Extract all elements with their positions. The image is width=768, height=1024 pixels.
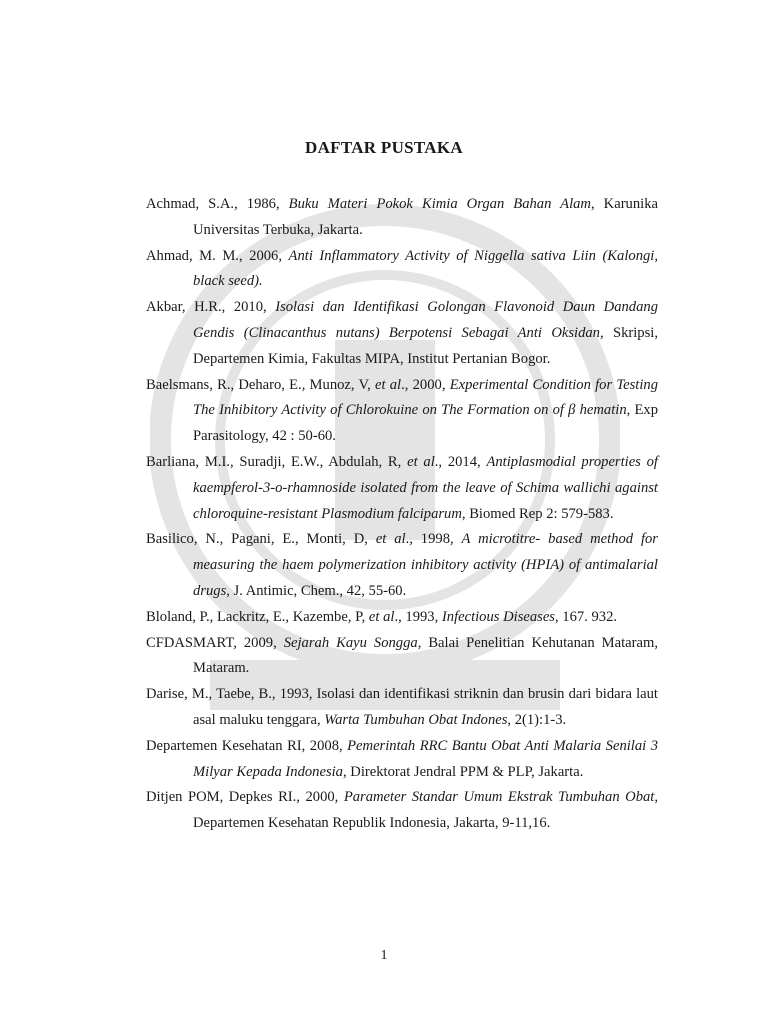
reference-entry xyxy=(146,373,658,450)
reference-entry xyxy=(146,682,658,734)
reference-italic-text: Anti Inflammatory Activity of Niggella sativa Liin (Kalongi, black seed). xyxy=(193,247,658,290)
reference-entry xyxy=(146,244,658,296)
reference-entry xyxy=(146,785,658,837)
reference-text: Biomed Rep 2: 579-583. xyxy=(465,505,614,522)
reference-italic-text: et al xyxy=(407,453,435,470)
reference-entry xyxy=(146,631,658,683)
reference-italic-text: et al xyxy=(375,376,402,393)
reference-text: Ditjen POM, Depkes RI., 2000, xyxy=(146,789,344,806)
reference-text: Basilico, N., Pagani, E., Monti, D, xyxy=(146,531,376,548)
reference-text: Achmad, S.A., 1986, xyxy=(146,196,289,212)
reference-text: , Direktorat Jendral PPM & PLP, Jakarta. xyxy=(342,763,584,780)
reference-italic-text: Warta Tumbuhan Obat Indones xyxy=(324,711,508,728)
reference-italic-text: et al xyxy=(375,531,406,548)
reference-text: , Balai Penelitian Kehutanan Mataram, Mataram. xyxy=(193,634,658,677)
reference-list xyxy=(146,192,658,837)
reference-italic-text: Antiplasmodial properties of kaempferol-3-o-rhamnoside isolated from the leave of Schima wallichi against chloroquine-resistant Plasmodium falciparum, xyxy=(193,453,658,522)
reference-text: Departemen Kesehatan Republik Indonesia, Jakarta, 9-11,16. xyxy=(193,815,551,832)
reference-italic-text: Parameter Standar Umum Ekstrak Tumbuhan Obat, xyxy=(343,789,658,806)
reference-text: Bloland, P., Lackritz, E., Kazembe, P, xyxy=(146,608,369,625)
reference-text: , 2(1):1-3. xyxy=(507,711,567,728)
reference-text: , J. Antimic, Chem., 42, 55-60. xyxy=(226,582,407,599)
reference-text: , Exp Parasitology, 42 : 50-60. xyxy=(193,402,658,445)
reference-text: , Karunika Universitas Terbuka, Jakarta. xyxy=(193,196,658,238)
reference-text: Departemen Kesehatan RI, 2008, xyxy=(146,737,348,754)
reference-entry xyxy=(146,527,658,604)
reference-italic-text: Experimental Condition for Testing The Inhibitory Activity of Chlorokuine on The Formation on of β hematin xyxy=(193,376,658,419)
reference-text: Baelsmans, R., Deharo, E., Munoz, V, xyxy=(146,376,376,393)
reference-text: Barliana, M.I., Suradji, E.W., Abdulah, R, xyxy=(146,453,408,470)
reference-entry xyxy=(146,192,658,244)
reference-italic-text: Buku Materi Pokok Kimia Organ Bahan Alam xyxy=(288,196,591,212)
reference-text: ., 2014, xyxy=(434,453,487,470)
reference-text: CFDASMART, 2009, xyxy=(146,634,284,651)
reference-text: ., 2000, xyxy=(401,376,450,393)
reference-italic-text: Isolasi dan Identifikasi Golongan Flavonoid Daun Dandang Gendis (Clinacanthus nutans) Berpotensi Sebagai Anti Oksidan xyxy=(193,299,658,341)
reference-italic-text: Infectious Diseases xyxy=(441,608,555,625)
page-title: DAFTAR PUSTAKA xyxy=(305,138,463,157)
page-number: 1 xyxy=(380,948,388,963)
reference-text: Darise, M., Taebe, B., 1993, Isolasi dan identifikasi striknin dan brusin dari bidara laut asal maluku tenggara, xyxy=(146,686,658,728)
reference-entry xyxy=(146,295,658,372)
reference-text: Ahmad, M. M., 2006, xyxy=(146,247,289,264)
reference-entry xyxy=(146,734,658,786)
reference-text: , 167. 932. xyxy=(555,608,618,625)
reference-entry xyxy=(146,605,658,631)
reference-text: ., 1998, xyxy=(405,531,462,548)
reference-italic-text: Pemerintah RRC Bantu Obat Anti Malaria Senilai 3 Milyar Kepada Indonesia xyxy=(193,737,658,780)
reference-text: , Skripsi, Departemen Kimia, Fakultas MIPA, Institut Pertanian Bogor. xyxy=(193,324,658,367)
reference-italic-text: et al xyxy=(368,608,395,625)
reference-text: ., 1993, xyxy=(394,608,442,625)
reference-entry xyxy=(146,450,658,527)
reference-text: Akbar, H.R., 2010, xyxy=(146,299,276,316)
reference-italic-text: A microtitre- based method for measuring the haem polymerization inhibitory activity (HPIA) of antimalarial drugs xyxy=(193,531,658,599)
reference-italic-text: Sejarah Kayu Songga xyxy=(283,634,418,651)
